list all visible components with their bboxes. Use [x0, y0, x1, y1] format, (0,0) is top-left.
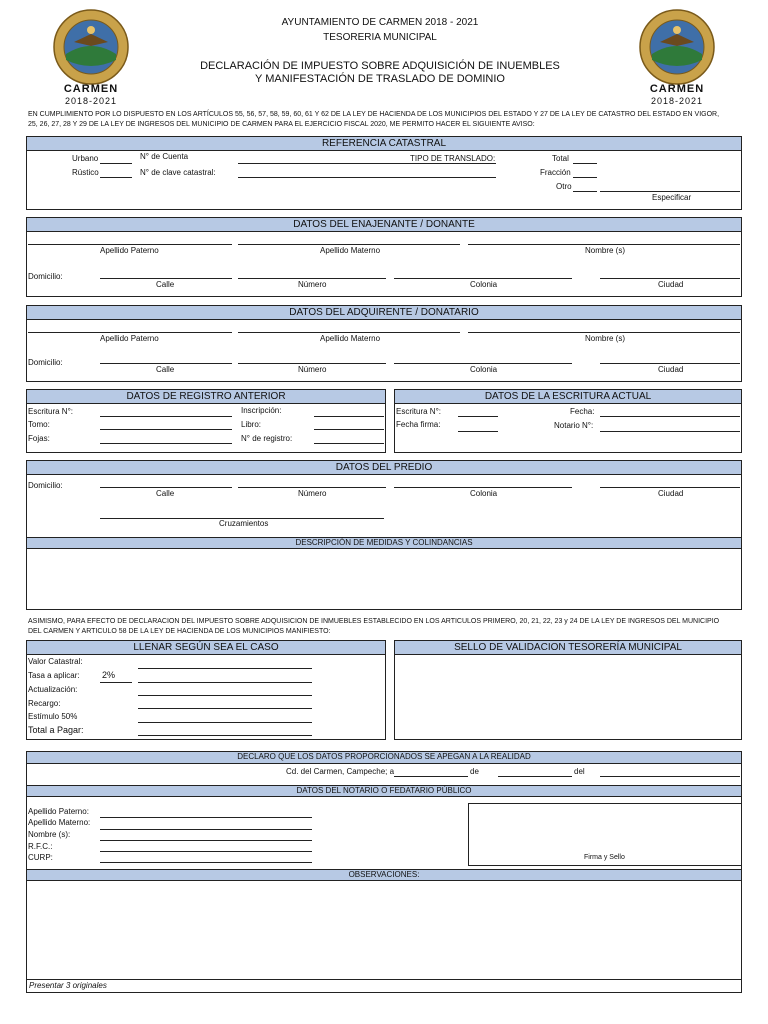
- enajenante-materno-field[interactable]: [238, 244, 460, 245]
- intro-line-1: EN CUMPLIMIENTO POR LO DISPUESTO EN LOS ARTÍCULOS 55, 56, 57, 58, 59, 60, 61 Y 62 DE LA LEY DE HACIENDA DE LOS MUNICIPIOS DEL ESTADO Y 27 DE LA LEY DE CATASTRO DEL ESTADO EN VIGOR,: [28, 111, 720, 118]
- referencia-catastral-section: [26, 136, 742, 210]
- notario-paterno-label: Apellido Paterno:: [28, 807, 89, 816]
- registro-libro-field[interactable]: [314, 429, 384, 430]
- urbano-field[interactable]: [100, 163, 132, 164]
- rustico-label: Rústico: [72, 168, 99, 177]
- adquirente-paterno-field[interactable]: [28, 332, 232, 333]
- escritura-fecha-field[interactable]: [600, 416, 740, 417]
- municipal-seal-icon: [52, 8, 130, 86]
- registro-inscripcion-field[interactable]: [314, 416, 384, 417]
- escritura-fecha-firma-field[interactable]: [458, 431, 498, 432]
- escritura-notario-label: Notario N°:: [554, 421, 594, 430]
- enajenante-colonia-field[interactable]: [394, 278, 572, 279]
- adquirente-materno-field[interactable]: [238, 332, 460, 333]
- registro-escritura-label: Escritura N°:: [28, 407, 73, 416]
- declaro-de-label: de: [470, 767, 479, 776]
- registro-fojas-label: Fojas:: [28, 434, 50, 443]
- escritura-notario-field[interactable]: [600, 431, 740, 432]
- rustico-field[interactable]: [100, 177, 132, 178]
- otro-field[interactable]: [573, 191, 597, 192]
- declaro-header: DECLARO QUE LOS DATOS PROPORCIONADOS SE APEGAN A LA REALIDAD: [27, 752, 741, 764]
- firma-sello-label: Firma y Sello: [584, 854, 625, 861]
- fraccion-label: Fracción: [540, 168, 571, 177]
- document-title-1: DECLARACIÓN DE IMPUESTO SOBRE ADQUISICIÓN DE INUEMBLES: [200, 60, 560, 72]
- total-field[interactable]: [573, 163, 597, 164]
- declaro-dia-field[interactable]: [394, 776, 468, 777]
- adquirente-calle-label: Calle: [156, 365, 175, 374]
- total-label: Total: [552, 154, 569, 163]
- enajenante-domicilio-label: Domicilio:: [28, 272, 63, 281]
- registro-numero-label: N° de registro:: [241, 434, 293, 443]
- adquirente-ciudad-label: Ciudad: [658, 365, 684, 374]
- clave-label: N° de clave catastral:: [140, 168, 216, 177]
- declaro-mes-field[interactable]: [498, 776, 572, 777]
- logo-right-years: 2018-2021: [650, 96, 704, 106]
- registro-anterior-header: DATOS DE REGISTRO ANTERIOR: [27, 390, 385, 404]
- valor-catastral-label: Valor Catastral:: [28, 657, 83, 666]
- tasa-value: 2%: [102, 670, 116, 680]
- escritura-actual-header: DATOS DE LA ESCRITURA ACTUAL: [395, 390, 741, 404]
- enajenante-ciudad-label: Ciudad: [658, 280, 684, 289]
- predio-calle-label: Calle: [156, 489, 175, 498]
- tipo-traslado-label: TIPO DE TRANSLADO:: [410, 154, 496, 163]
- medidas-colindancias-area[interactable]: [27, 549, 741, 609]
- escritura-fecha-label: Fecha:: [570, 407, 595, 416]
- predio-domicilio-label: Domicilio:: [28, 481, 63, 490]
- cruzamientos-label: Cruzamientos: [219, 519, 269, 528]
- tasa-underline: [100, 682, 132, 683]
- escritura-numero-label: Escritura N°:: [396, 407, 441, 416]
- recargo-field[interactable]: [138, 708, 312, 709]
- predio-colonia-field[interactable]: [394, 487, 572, 488]
- enajenante-section: [26, 217, 742, 297]
- notario-curp-label: CURP:: [28, 853, 53, 862]
- municipal-seal-icon: [638, 8, 716, 86]
- enajenante-paterno-label: Apellido Paterno: [100, 246, 159, 255]
- notario-header: DATOS DEL NOTARIO O FEDATARIO PÚBLICO: [27, 785, 741, 797]
- tasa-field[interactable]: [138, 682, 312, 683]
- recargo-label: Recargo:: [28, 699, 61, 708]
- predio-ciudad-label: Ciudad: [658, 489, 684, 498]
- adquirente-colonia-field[interactable]: [394, 363, 572, 364]
- otro-label: Otro: [556, 182, 572, 191]
- enajenante-paterno-field[interactable]: [28, 244, 232, 245]
- fraccion-field[interactable]: [573, 177, 597, 178]
- adquirente-domicilio-label: Domicilio:: [28, 358, 63, 367]
- urbano-label: Urbano: [72, 154, 99, 163]
- adquirente-section: [26, 305, 742, 382]
- header-line2: TESORERIA MUNICIPAL: [323, 32, 437, 43]
- escritura-fecha-firma-label: Fecha firma:: [396, 420, 441, 429]
- registro-libro-label: Libro:: [241, 420, 262, 429]
- footer-divider: [27, 979, 741, 980]
- logo-left-years: 2018-2021: [64, 96, 118, 106]
- enajenante-numero-field[interactable]: [238, 278, 386, 279]
- cuenta-label: N° de Cuenta: [140, 152, 189, 161]
- declaro-anio-field[interactable]: [600, 776, 740, 777]
- asimismo-line-2: DEL CARMEN Y ARTICULO 58 DE LA LEY DE HACIENDA DE LOS MUNICIPIOS MANIFIESTO:: [28, 628, 331, 635]
- predio-numero-label: Número: [298, 489, 327, 498]
- especificar-label: Especificar: [652, 193, 692, 202]
- enajenante-nombre-label: Nombre (s): [585, 246, 626, 255]
- observaciones-area[interactable]: [27, 881, 741, 979]
- predio-header: DATOS DEL PREDIO: [27, 461, 741, 475]
- enajenante-numero-label: Número: [298, 280, 327, 289]
- logo-right: [638, 8, 716, 108]
- tasa-label: Tasa a aplicar:: [28, 671, 80, 680]
- document-title-2: Y MANIFESTACIÓN DE TRASLADO DE DOMINIO: [255, 73, 505, 85]
- llenar-header: LLENAR SEGÚN SEA EL CASO: [27, 641, 385, 655]
- actualizacion-label: Actualización:: [28, 685, 78, 694]
- adquirente-colonia-label: Colonia: [470, 365, 498, 374]
- notario-nombre-field[interactable]: [100, 840, 312, 841]
- predio-numero-field[interactable]: [238, 487, 386, 488]
- adquirente-numero-field[interactable]: [238, 363, 386, 364]
- enajenante-calle-field[interactable]: [100, 278, 232, 279]
- logo-left: [52, 8, 130, 108]
- predio-calle-field[interactable]: [100, 487, 232, 488]
- estimulo-field[interactable]: [138, 722, 312, 723]
- notario-rfc-label: R.F.C.:: [28, 842, 53, 851]
- predio-ciudad-field[interactable]: [600, 487, 740, 488]
- notario-materno-field[interactable]: [100, 829, 312, 830]
- estimulo-label: Estímulo 50%: [28, 712, 78, 721]
- registro-tomo-field[interactable]: [100, 429, 232, 430]
- enajenante-ciudad-field[interactable]: [600, 278, 740, 279]
- declaro-ciudad-label: Cd. del Carmen, Campeche; a: [286, 767, 395, 776]
- total-pagar-field[interactable]: [138, 735, 312, 736]
- referencia-catastral-header: REFERENCIA CATASTRAL: [27, 137, 741, 151]
- notario-rfc-field[interactable]: [100, 851, 312, 852]
- notario-materno-label: Apellido Materno:: [28, 818, 91, 827]
- cuenta-field[interactable]: [238, 163, 496, 164]
- notario-paterno-field[interactable]: [100, 817, 312, 818]
- registro-numero-field[interactable]: [314, 443, 384, 444]
- escritura-numero-field[interactable]: [458, 416, 498, 417]
- predio-colonia-label: Colonia: [470, 489, 498, 498]
- adquirente-nombre-field[interactable]: [468, 332, 740, 333]
- actualizacion-field[interactable]: [138, 695, 312, 696]
- adquirente-ciudad-field[interactable]: [600, 363, 740, 364]
- medidas-colindancias-header: DESCRIPCIÓN DE MEDIDAS Y COLINDANCIAS: [27, 537, 741, 549]
- adquirente-materno-label: Apellido Materno: [320, 334, 381, 343]
- sello-section: [394, 640, 742, 740]
- sello-header: SELLO DE VALIDACION TESORERÍA MUNICIPAL: [395, 641, 741, 655]
- adquirente-calle-field[interactable]: [100, 363, 232, 364]
- registro-tomo-label: Tomo:: [28, 420, 50, 429]
- observaciones-header: OBSERVACIONES:: [27, 869, 741, 881]
- total-pagar-label: Total a Pagar:: [28, 725, 84, 735]
- adquirente-paterno-label: Apellido Paterno: [100, 334, 159, 343]
- notario-curp-field[interactable]: [100, 862, 312, 863]
- registro-fojas-field[interactable]: [100, 443, 232, 444]
- adquirente-nombre-label: Nombre (s): [585, 334, 626, 343]
- clave-field[interactable]: [238, 177, 496, 178]
- registro-escritura-field[interactable]: [100, 416, 232, 417]
- registro-inscripcion-label: Inscripción:: [241, 406, 282, 415]
- notario-nombre-label: Nombre (s):: [28, 830, 71, 839]
- enajenante-materno-label: Apellido Materno: [320, 246, 381, 255]
- enajenante-colonia-label: Colonia: [470, 280, 498, 289]
- especificar-field[interactable]: [600, 191, 740, 192]
- declaro-del-label: del: [574, 767, 585, 776]
- intro-line-2: 25, 26, 27, 28 Y 29 DE LA LEY DE INGRESOS DEL MUNICIPIO DE CARMEN PARA EL EJERCICIO FISCAL 2020, ME PERMITO HACER EL SIGUIENTE AVISO:: [28, 121, 535, 128]
- asimismo-line-1: ASIMISMO, PARA EFECTO DE DECLARACION DEL IMPUESTO SOBRE ADQUISICION DE INMUEBLES ESTABLECIDO EN LOS ARTICULOS PRIMERO, 20, 21, 22, 23 y 24 DE LA LEY DE INGRESOS DEL MUNICIPIO: [28, 618, 720, 625]
- adquirente-header: DATOS DEL ADQUIRENTE / DONATARIO: [27, 306, 741, 320]
- enajenante-calle-label: Calle: [156, 280, 175, 289]
- logo-left-name: CARMEN: [63, 83, 119, 95]
- logo-right-name: CARMEN: [649, 83, 705, 95]
- enajenante-header: DATOS DEL ENAJENANTE / DONANTE: [27, 218, 741, 232]
- valor-catastral-field[interactable]: [138, 668, 312, 669]
- footer-note: Presentar 3 originales: [29, 981, 107, 990]
- enajenante-nombre-field[interactable]: [468, 244, 740, 245]
- header-line1: AYUNTAMIENTO DE CARMEN 2018 - 2021: [281, 17, 479, 28]
- adquirente-numero-label: Número: [298, 365, 327, 374]
